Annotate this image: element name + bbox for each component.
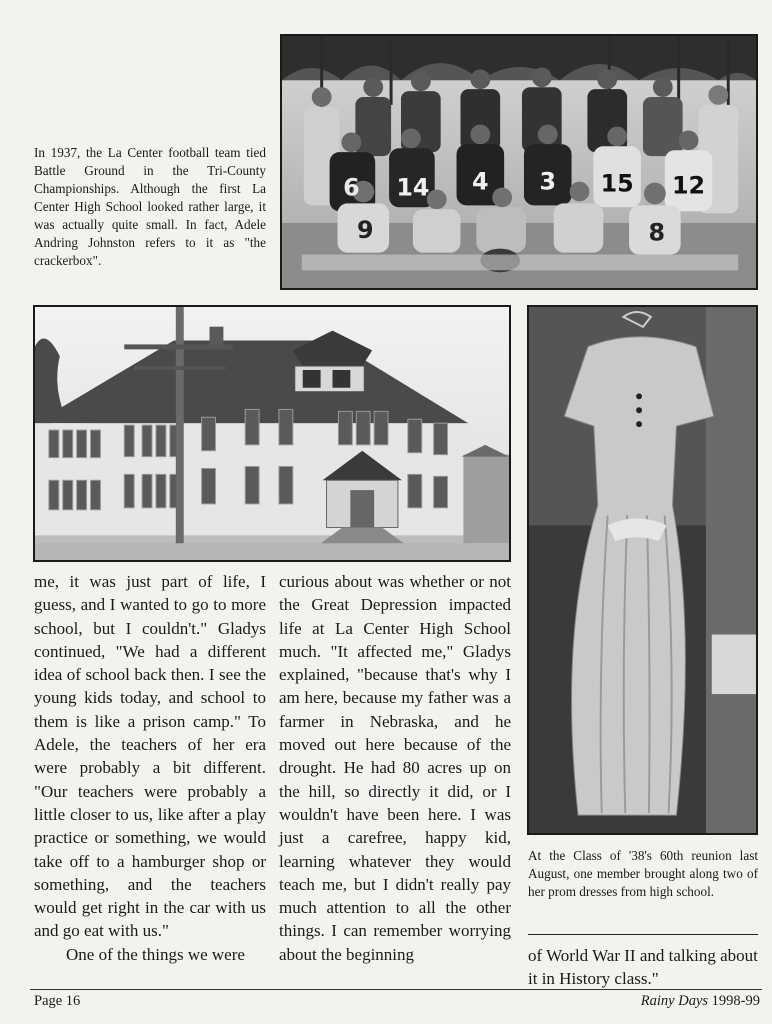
article-column-3: [528, 944, 758, 991]
football-team-photo: [280, 34, 758, 290]
jersey-number: 6: [343, 173, 360, 202]
jersey-number: 9: [357, 215, 374, 244]
jersey-number: 8: [648, 218, 666, 247]
jersey-number: 3: [539, 167, 557, 196]
publication-year: 1998-99: [711, 993, 760, 1009]
article-column-2: [279, 570, 511, 966]
jersey-number: 4: [472, 167, 489, 196]
football-photo-caption: In 1937, the La Center football team tied Battle Ground in the Tri-County Championships. Although the first La Center High School looked rather large, it was actually quite small. In fact, Adele Andring Johnston refers to it as "the crackerbox".: [34, 145, 266, 268]
publication-title: Rainy Days: [640, 993, 709, 1009]
article-paragraph: of World War II and talking about it in History class.": [528, 946, 758, 989]
article-paragraph: me, it was just part of life, I guess, and I wanted to go to more school, but I couldn't." Gladys continued, "We had a different idea of school back then. I see the young kids today, and school to them is like a prison camp." To Adele, the teachers of her era were probably a bit different. "Our teachers were probably a little closer to us, like after a play practice or something, we would take off to a hamburger shop or something, and the teachers would get right in the car with us and go eat with us.": [34, 572, 266, 941]
article-paragraph: One of the things we were: [66, 944, 245, 964]
school-building-photo: [33, 305, 511, 562]
prom-dress-photo: [527, 305, 758, 835]
caption-divider: [528, 934, 758, 935]
dress-photo-caption: At the Class of '38's 60th reunion last August, one member brought along two of her prom dresses from high school.: [528, 848, 758, 899]
page-number: Page 16: [34, 993, 81, 1009]
article-column-1: [34, 570, 266, 966]
publication-footer: [641, 993, 760, 1010]
jersey-number: 14: [396, 173, 430, 202]
jersey-number: 15: [600, 169, 634, 198]
footer-rule: [30, 989, 762, 990]
article-paragraph: curious about was whether or not the Great Depression impacted life at La Center High School much. "It affected me," Gladys explained, "because that's why I am here, because my father was a farmer in Nebraska, and he moved out here because of the drought. He had 80 acres up on the hill, so directly it did, or I wouldn't have been here. I was just a carefree, happy kid, learning whatever they would teach me, but I didn't really pay much attention to all the other things. I can remember worrying about the beginning: [279, 572, 511, 964]
jersey-number: 12: [672, 171, 706, 200]
